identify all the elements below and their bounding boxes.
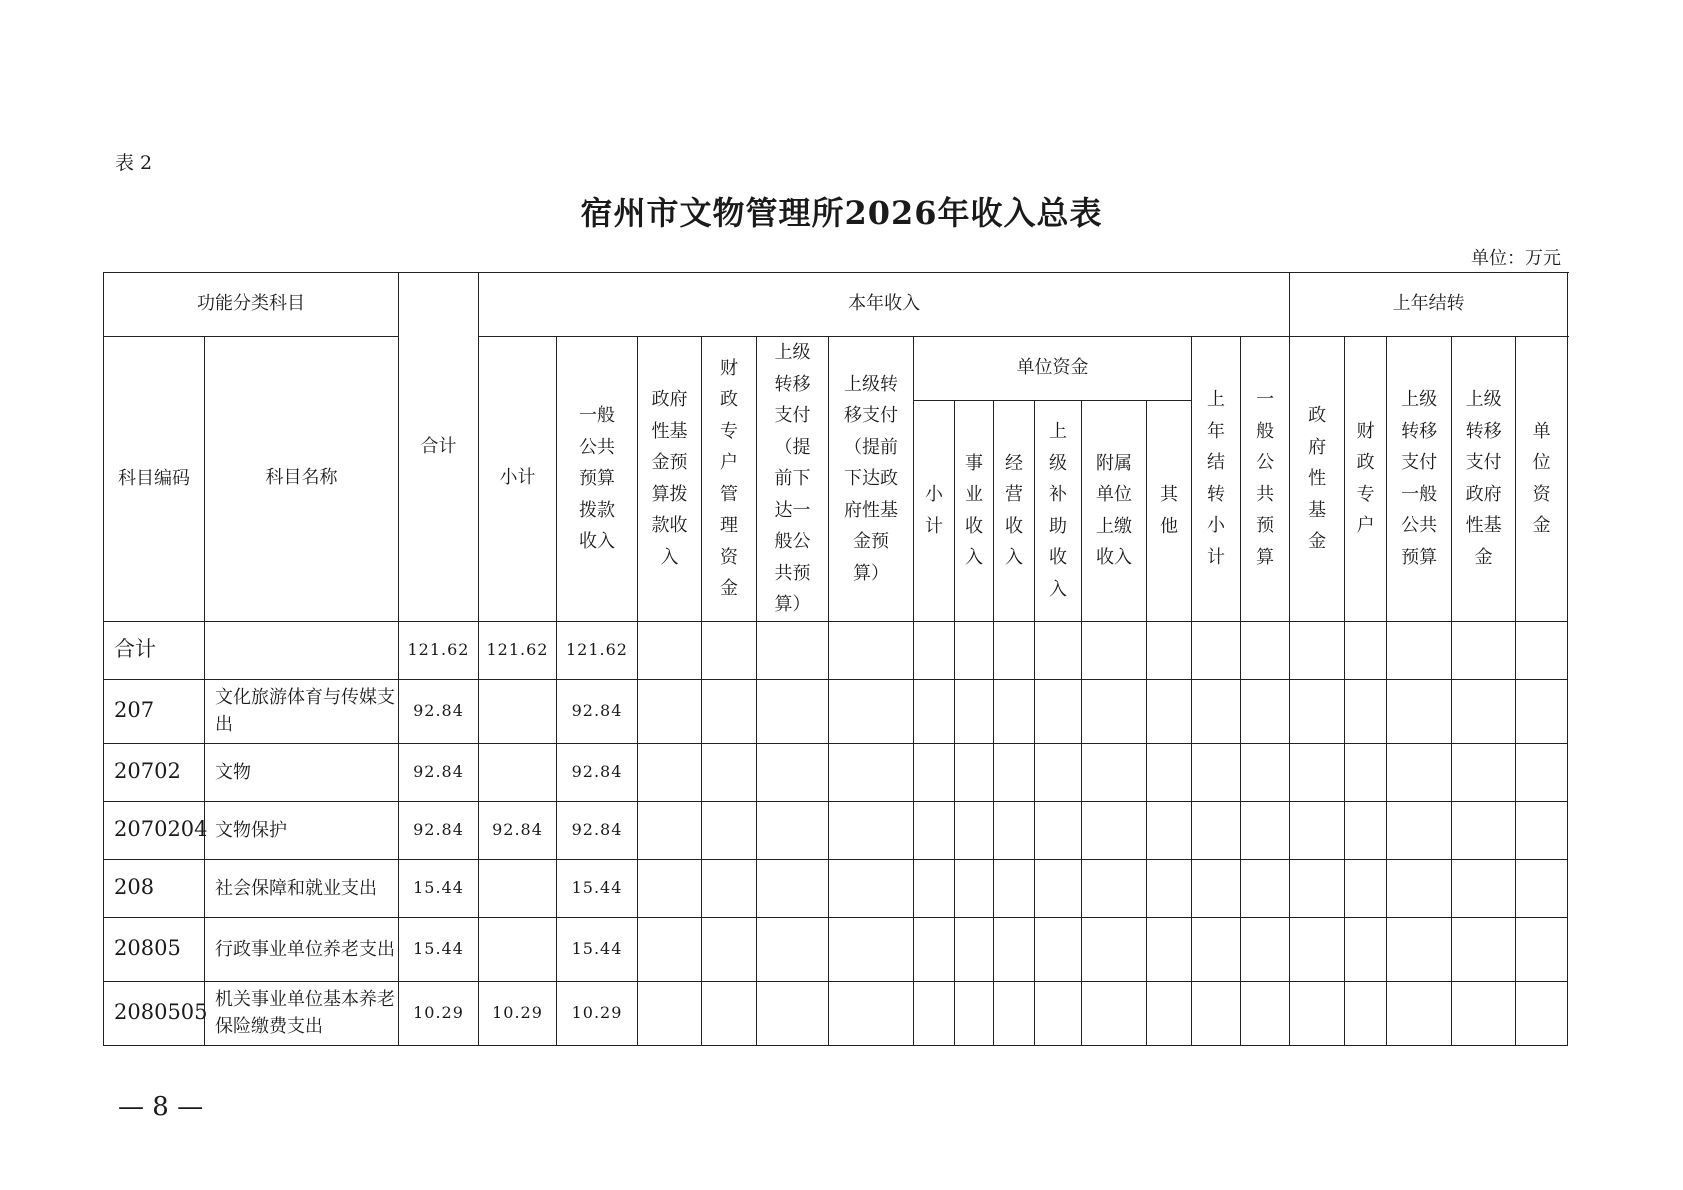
cell xyxy=(1147,917,1192,981)
cell xyxy=(829,743,914,801)
header-cy-gov-fund: 政府性基金预算拨款收入 xyxy=(638,337,702,622)
cell xyxy=(1192,743,1241,801)
cell xyxy=(914,621,955,679)
cell xyxy=(1147,679,1192,743)
cell xyxy=(1345,801,1387,859)
table-label: 表 2 xyxy=(115,152,153,174)
header-uf-affiliated: 附属单位上缴收入 xyxy=(1082,401,1147,621)
row-total: 121.62 xyxy=(399,621,479,679)
cell xyxy=(1192,621,1241,679)
cell xyxy=(1147,801,1192,859)
cell xyxy=(1345,621,1387,679)
cell xyxy=(1290,859,1345,917)
cell xyxy=(1290,917,1345,981)
cell xyxy=(1035,743,1082,801)
cell xyxy=(914,679,955,743)
row-name: 文物 xyxy=(205,743,399,801)
unit-label: 单位：万元 xyxy=(1471,248,1561,269)
cell xyxy=(1241,981,1290,1045)
cell xyxy=(955,917,994,981)
cell xyxy=(1452,743,1516,801)
row-total: 15.44 xyxy=(399,917,479,981)
cell xyxy=(1082,917,1147,981)
row-code: 20702 xyxy=(104,743,205,801)
cell xyxy=(702,917,757,981)
cell xyxy=(1035,859,1082,917)
row-name xyxy=(205,621,399,679)
cell xyxy=(955,981,994,1045)
cell xyxy=(638,743,702,801)
header-uf-subtotal: 小计 xyxy=(914,401,955,621)
cell xyxy=(1147,859,1192,917)
table-row xyxy=(104,917,1568,981)
cell xyxy=(1082,621,1147,679)
header-py-fiscal: 财政专户 xyxy=(1345,337,1387,622)
table-row xyxy=(104,743,1568,801)
row-code: 合计 xyxy=(104,621,205,679)
cell xyxy=(914,801,955,859)
cell xyxy=(1387,801,1452,859)
cell xyxy=(994,859,1035,917)
row-total: 92.84 xyxy=(399,801,479,859)
cell xyxy=(1192,917,1241,981)
header-uf-other: 其他 xyxy=(1147,401,1192,621)
cell xyxy=(1345,917,1387,981)
row-subtotal xyxy=(479,743,557,801)
row-total: 92.84 xyxy=(399,743,479,801)
cell xyxy=(994,981,1035,1045)
cell xyxy=(1192,679,1241,743)
row-code: 207 xyxy=(104,679,205,743)
header-uf-upper-subsidy: 上级补助收入 xyxy=(1035,401,1082,621)
header-cy-upper-general: 上级转移支付（提前下达一般公共预算） xyxy=(757,337,829,622)
row-total: 10.29 xyxy=(399,981,479,1045)
cell xyxy=(1147,981,1192,1045)
cell xyxy=(638,679,702,743)
cell xyxy=(994,679,1035,743)
cell xyxy=(757,981,829,1045)
cell xyxy=(1241,917,1290,981)
cell xyxy=(1082,743,1147,801)
header-py-subtotal: 上年结转小计 xyxy=(1192,337,1241,622)
header-cy-upper-gov: 上级转移支付（提前下达政府性基金预算） xyxy=(829,337,914,622)
cell xyxy=(702,621,757,679)
row-name: 机关事业单位基本养老保险缴费支出 xyxy=(205,981,399,1045)
cell xyxy=(829,801,914,859)
cell xyxy=(1516,743,1568,801)
cell xyxy=(1192,801,1241,859)
cell xyxy=(1082,679,1147,743)
row-code: 2080505 xyxy=(104,981,205,1045)
cell xyxy=(994,917,1035,981)
cell xyxy=(1147,743,1192,801)
cell xyxy=(914,859,955,917)
header-total: 合计 xyxy=(399,273,479,622)
header-py-unit-funds: 单位资金 xyxy=(1516,337,1568,622)
cell xyxy=(1241,801,1290,859)
cell xyxy=(1192,981,1241,1045)
table-row xyxy=(104,801,1568,859)
cell xyxy=(1452,981,1516,1045)
header-prev-year: 上年结转 xyxy=(1290,273,1568,337)
cell xyxy=(1241,621,1290,679)
header-uf-operating: 经营收入 xyxy=(994,401,1035,621)
cell xyxy=(994,743,1035,801)
table-row xyxy=(104,981,1568,1045)
cell xyxy=(955,679,994,743)
cell xyxy=(1345,981,1387,1045)
row-subtotal: 92.84 xyxy=(479,801,557,859)
row-subtotal xyxy=(479,917,557,981)
cell xyxy=(757,621,829,679)
cell xyxy=(1452,801,1516,859)
header-cy-subtotal: 小计 xyxy=(479,337,557,622)
cell xyxy=(914,917,955,981)
cell xyxy=(1035,917,1082,981)
header-name: 科目名称 xyxy=(205,337,399,622)
cell xyxy=(1082,859,1147,917)
cell xyxy=(1290,743,1345,801)
cell xyxy=(1387,917,1452,981)
cell xyxy=(638,917,702,981)
cell xyxy=(1290,621,1345,679)
cell xyxy=(914,743,955,801)
cell xyxy=(1345,859,1387,917)
cell xyxy=(829,621,914,679)
cell xyxy=(757,679,829,743)
cell xyxy=(955,621,994,679)
page-title: 宿州市文物管理所2026年收入总表 xyxy=(580,194,1103,232)
cell xyxy=(1192,859,1241,917)
header-py-upper-general: 上级转移支付一般公共预算 xyxy=(1387,337,1452,622)
cell xyxy=(1082,981,1147,1045)
cell xyxy=(1516,859,1568,917)
page-number: — 8 — xyxy=(118,1092,204,1122)
row-general: 15.44 xyxy=(557,917,638,981)
row-subtotal xyxy=(479,859,557,917)
table-row xyxy=(104,679,1568,743)
row-general: 15.44 xyxy=(557,859,638,917)
cell xyxy=(955,743,994,801)
header-cy-general: 一般公共预算拨款收入 xyxy=(557,337,638,622)
cell xyxy=(955,801,994,859)
cell xyxy=(638,859,702,917)
header-py-gov-fund: 政府性基金 xyxy=(1290,337,1345,622)
cell xyxy=(1387,981,1452,1045)
cell xyxy=(638,801,702,859)
cell xyxy=(757,917,829,981)
cell xyxy=(1452,859,1516,917)
row-general: 121.62 xyxy=(557,621,638,679)
row-general: 92.84 xyxy=(557,801,638,859)
header-current-year: 本年收入 xyxy=(479,273,1290,337)
cell xyxy=(829,859,914,917)
cell xyxy=(1516,981,1568,1045)
row-name: 文物保护 xyxy=(205,801,399,859)
income-table xyxy=(103,272,1568,1046)
cell xyxy=(1345,679,1387,743)
cell xyxy=(914,981,955,1045)
cell xyxy=(702,801,757,859)
cell xyxy=(994,621,1035,679)
row-subtotal: 10.29 xyxy=(479,981,557,1045)
row-subtotal: 121.62 xyxy=(479,621,557,679)
cell xyxy=(1290,679,1345,743)
row-name: 文化旅游体育与传媒支出 xyxy=(205,679,399,743)
header-py-general: 一般公共预算 xyxy=(1241,337,1290,622)
cell xyxy=(1452,679,1516,743)
cell xyxy=(638,981,702,1045)
cell xyxy=(1035,679,1082,743)
row-subtotal xyxy=(479,679,557,743)
table-row xyxy=(104,859,1568,917)
header-uf-business: 事业收入 xyxy=(955,401,994,621)
cell xyxy=(1452,917,1516,981)
row-code: 208 xyxy=(104,859,205,917)
cell xyxy=(1290,981,1345,1045)
row-general: 92.84 xyxy=(557,743,638,801)
cell xyxy=(1035,981,1082,1045)
row-name: 社会保障和就业支出 xyxy=(205,859,399,917)
cell xyxy=(1241,859,1290,917)
cell xyxy=(702,679,757,743)
cell xyxy=(1082,801,1147,859)
row-general: 10.29 xyxy=(557,981,638,1045)
cell xyxy=(702,859,757,917)
cell xyxy=(1290,801,1345,859)
header-unit-funds: 单位资金 xyxy=(914,337,1192,401)
row-name: 行政事业单位养老支出 xyxy=(205,917,399,981)
cell xyxy=(1035,621,1082,679)
cell xyxy=(757,801,829,859)
header-func-class: 功能分类科目 xyxy=(104,273,399,337)
cell xyxy=(1387,743,1452,801)
cell xyxy=(757,859,829,917)
cell xyxy=(1387,859,1452,917)
cell xyxy=(829,917,914,981)
cell xyxy=(1241,679,1290,743)
cell xyxy=(1147,621,1192,679)
row-total: 92.84 xyxy=(399,679,479,743)
cell xyxy=(702,743,757,801)
cell xyxy=(702,981,757,1045)
cell xyxy=(1516,917,1568,981)
cell xyxy=(1516,621,1568,679)
row-code: 20805 xyxy=(104,917,205,981)
row-general: 92.84 xyxy=(557,679,638,743)
header-py-upper-gov: 上级转移支付政府性基金 xyxy=(1452,337,1516,622)
cell xyxy=(1241,743,1290,801)
header-cy-fiscal: 财政专户管理资金 xyxy=(702,337,757,622)
table-row xyxy=(104,621,1568,679)
cell xyxy=(1345,743,1387,801)
cell xyxy=(757,743,829,801)
cell xyxy=(1516,801,1568,859)
row-total: 15.44 xyxy=(399,859,479,917)
cell xyxy=(994,801,1035,859)
cell xyxy=(1387,621,1452,679)
row-code: 2070204 xyxy=(104,801,205,859)
cell xyxy=(829,981,914,1045)
cell xyxy=(1387,679,1452,743)
cell xyxy=(955,859,994,917)
cell xyxy=(1452,621,1516,679)
cell xyxy=(1035,801,1082,859)
cell xyxy=(1516,679,1568,743)
cell xyxy=(638,621,702,679)
cell xyxy=(829,679,914,743)
header-code: 科目编码 xyxy=(104,337,205,622)
